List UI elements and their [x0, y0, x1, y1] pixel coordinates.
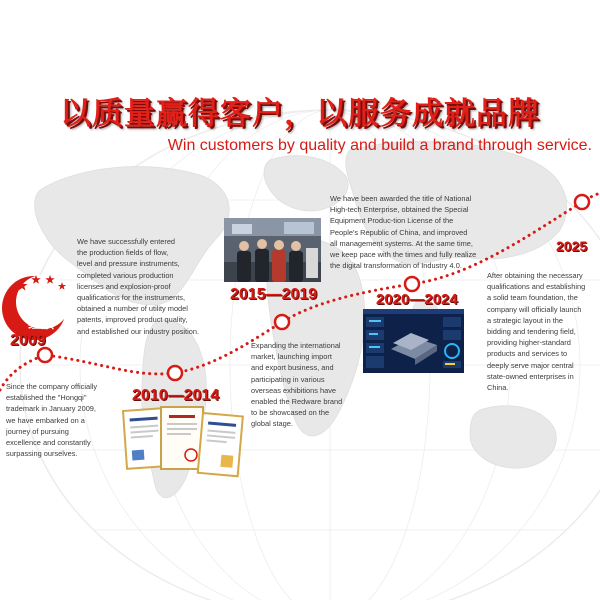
- timeline-node-2020-2024: [405, 277, 419, 291]
- milestone-2010-2014-text: We have successfully entered the production fields of flow, level and pressure instruments, completed various production licenses and explosion-proof qualifications for the instruments, obtained a number of utility model patents, improved product quality, and established our industry position.: [77, 237, 200, 336]
- certificates-image: [117, 405, 255, 485]
- timeline-node-2015-2019: [275, 315, 289, 329]
- milestone-2025-text: After obtaining the necessary qualifications and establishing a solid team foundation, the company will officially launch a strategic layout in the bidding and tendering field, providing higher-standard products and services to deeply serve major central state-owned enterprises in China.: [487, 271, 586, 393]
- year-2010-2014: 2010—2014: [132, 387, 220, 404]
- year-2009: 2009: [10, 332, 46, 349]
- english-slogan: Win customers by quality and build a brand through service.: [167, 137, 592, 154]
- timeline-node-2025: [575, 195, 589, 209]
- milestone-2009-text: Since the company officially established the "Hongqi" trademark in January 2009, we have embarked on a journey of pursuing excellence and constantly surpassing ourselves.: [6, 382, 98, 459]
- chinese-slogan: 以质量赢得客户，以服务成就品牌: [60, 96, 540, 132]
- timeline-node-2010-2014: [168, 366, 182, 380]
- milestone-2020-2024-text: We have been awarded the title of National High-tech Enterprise, obtained the Special Equipment Produc-tion License of the People's Republic of China, and improved all management systems. At the same time, we keep pace with the times and fully realize the digital transformation of Industry 4.0.: [330, 194, 477, 271]
- exhibition-team-photo: [224, 218, 321, 282]
- milestone-2015-2019-text: Expanding the international market, launching import and export business, and participating in various overseas exhibitions have enabled the Redware brand to be showcased on the global stage.: [251, 341, 343, 429]
- year-2015-2019: 2015—2019: [230, 286, 318, 303]
- year-2025: 2025: [556, 238, 588, 254]
- digital-dashboard-image: [363, 309, 464, 373]
- logo-characters: 红旗: [28, 317, 57, 331]
- timeline-node-2009: [38, 348, 52, 362]
- year-2020-2024: 2020—2024: [376, 291, 458, 308]
